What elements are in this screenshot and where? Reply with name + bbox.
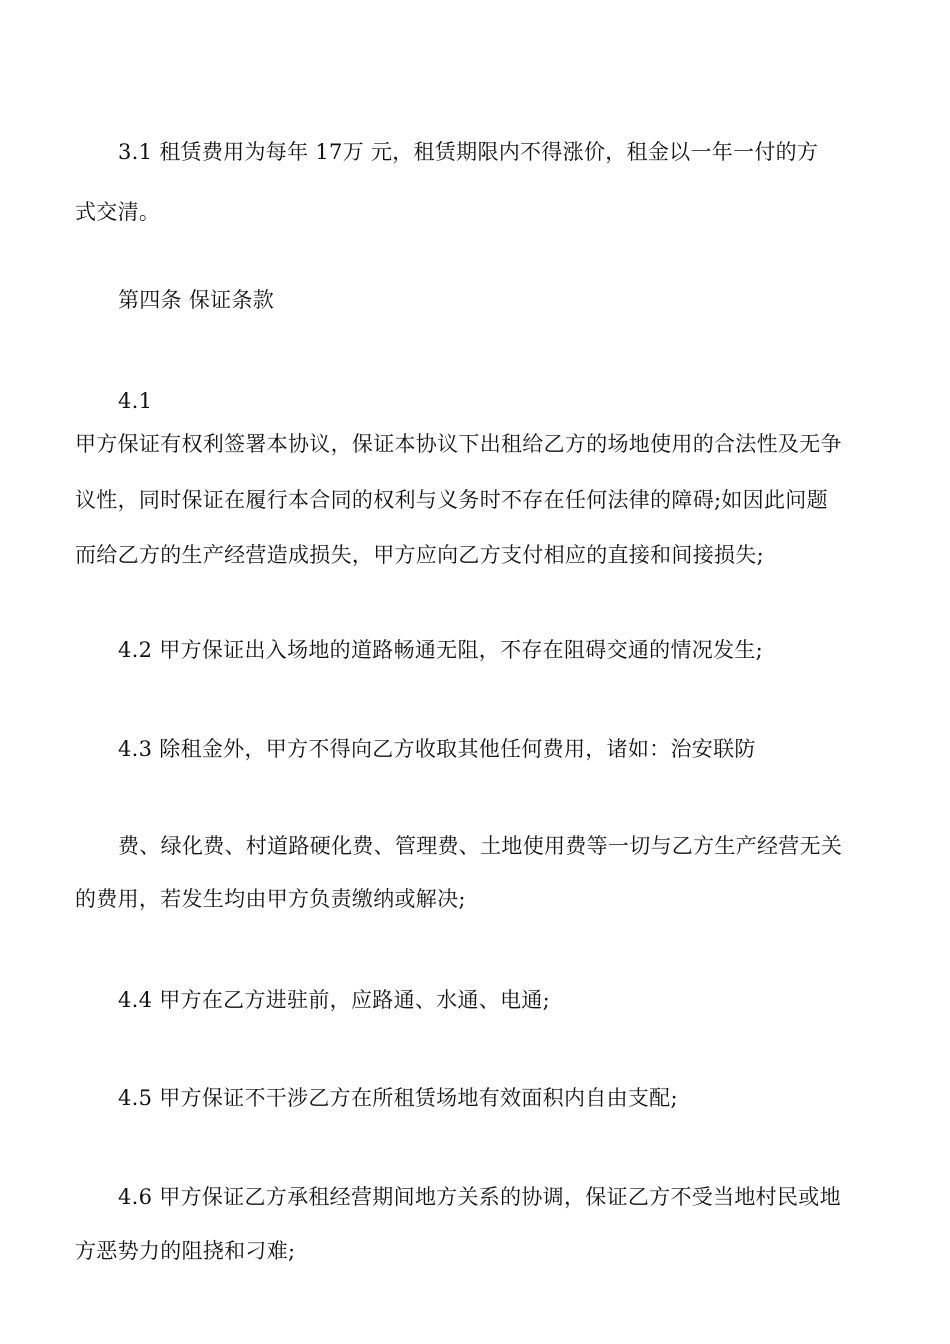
clause-4-5: 4.5 甲方保证不干涉乙方在所租赁场地有效面积内自由支配;	[118, 1086, 678, 1110]
clause-3-1-line-1: 3.1 租赁费用为每年 17万 元，租赁期限内不得涨价，租金以一年一付的方	[118, 140, 819, 164]
clause-4-1-line-3: 而给乙方的生产经营造成损失，甲方应向乙方支付相应的直接和间接损失;	[75, 543, 764, 567]
clause-4-1-line-1: 甲方保证有权利签署本协议，保证本协议下出租给乙方的场地使用的合法性及无争	[75, 432, 842, 456]
clause-4-1-number: 4.1	[118, 389, 153, 413]
clause-3-1-line-2: 式交清。	[75, 200, 161, 224]
article-4-heading: 第四条 保证条款	[118, 288, 275, 312]
clause-4-3-line-2: 费、绿化费、村道路硬化费、管理费、土地使用费等一切与乙方生产经营无关	[118, 834, 843, 858]
clause-4-6-line-1: 4.6 甲方保证乙方承租经营期间地方关系的协调，保证乙方不受当地村民或地	[118, 1185, 841, 1209]
clause-4-2: 4.2 甲方保证出入场地的道路畅通无阻，不存在阻碍交通的情况发生;	[118, 638, 764, 662]
clause-4-6-line-2: 方恶势力的阻挠和刁难;	[75, 1239, 296, 1263]
clause-4-1-line-2: 议性，同时保证在履行本合同的权利与义务时不存在任何法律的障碍;如因此问题	[75, 488, 828, 512]
clause-4-3-line-3: 的费用，若发生均由甲方负责缴纳或解决;	[75, 887, 466, 911]
clause-4-4: 4.4 甲方在乙方进驻前，应路通、水通、电通;	[118, 988, 551, 1012]
clause-4-3-line-1: 4.3 除租金外，甲方不得向乙方收取其他任何费用，诸如：治安联防	[118, 737, 756, 761]
